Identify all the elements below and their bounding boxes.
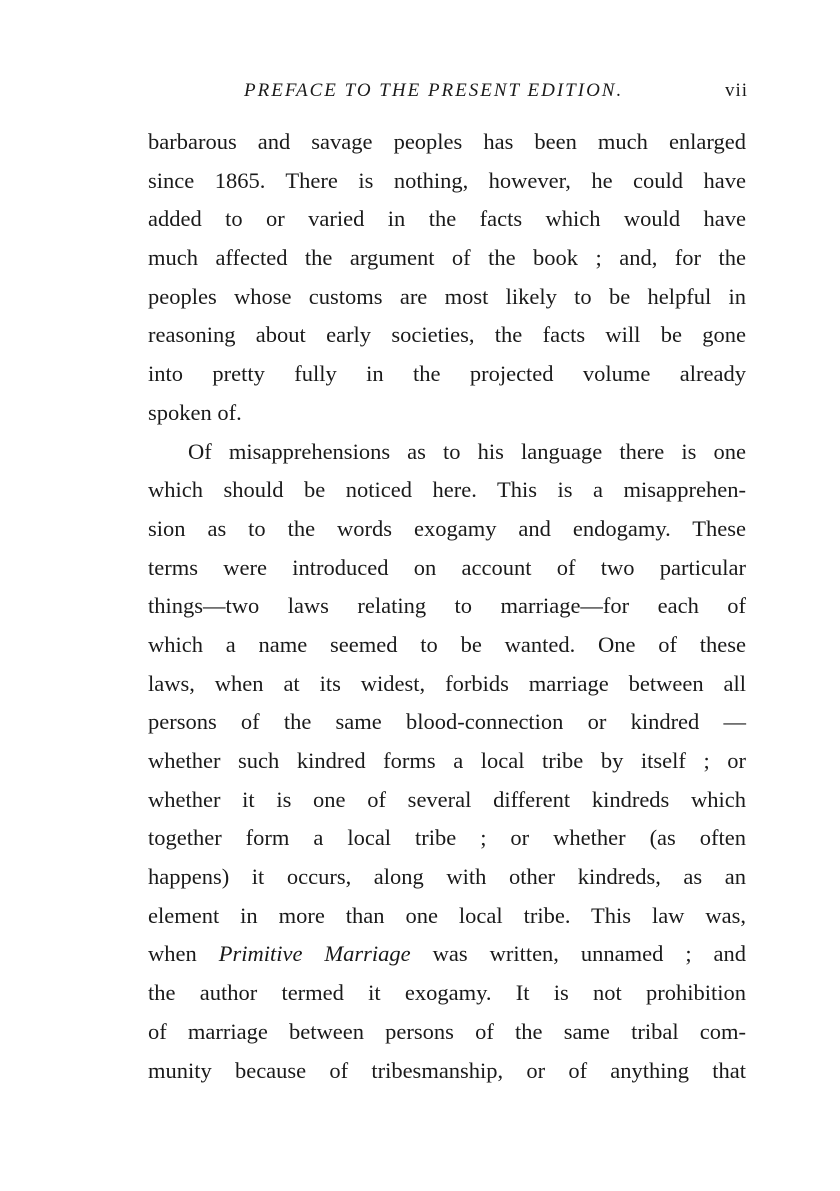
text-line: terms were introduced on account of two particular	[148, 554, 746, 580]
page-number: vii	[724, 80, 748, 101]
text-line: spoken of.	[148, 399, 242, 425]
text-line: whether it is one of several different kindreds which	[148, 786, 746, 812]
text-line: reasoning about early societies, the facts will be gone	[148, 322, 746, 348]
paragraph-first-line: Of misapprehensions as to his language there is one	[188, 438, 746, 464]
text-line: added to or varied in the facts which would have	[148, 206, 746, 232]
text-line: laws, when at its widest, forbids marriage between all	[148, 670, 746, 696]
book-title-italic: Primitive Marriage	[218, 941, 411, 967]
text-line: sion as to the words exogamy and endogamy. These	[148, 515, 746, 541]
text-line: peoples whose customs are most likely to be helpful in	[148, 283, 746, 309]
text-line: happens) it occurs, along with other kindreds, as an	[148, 864, 746, 890]
text-fragment: when	[148, 941, 197, 967]
text-line: much affected the argument of the book ; and, for the	[148, 245, 746, 271]
running-head	[148, 80, 748, 110]
text-line: munity because of tribesmanship, or of anything that	[148, 1057, 746, 1083]
text-line: barbarous and savage peoples has been much enlarged	[148, 129, 746, 154]
text-line: element in more than one local tribe. This law was,	[148, 902, 746, 928]
body-text	[148, 123, 746, 1090]
text-line: which should be noticed here. This is a misapprehen-	[148, 477, 746, 503]
text-line: things—two laws relating to marriage—for each of	[148, 593, 746, 619]
text-line: the author termed it exogamy. It is not prohibition	[148, 980, 746, 1006]
text-line: into pretty fully in the projected volume already	[148, 361, 746, 387]
text-line: whether such kindred forms a local tribe by itself ; or	[148, 748, 746, 773]
text-line: of marriage between persons of the same tribal com-	[148, 1018, 746, 1044]
running-title: PREFACE TO THE PRESENT EDITION.	[244, 80, 624, 101]
text-fragment: was written, unnamed ; and	[432, 941, 747, 967]
text-line: persons of the same blood-connection or kindred —	[148, 709, 746, 735]
text-line: together form a local tribe ; or whether (as often	[148, 825, 746, 851]
text-line: which a name seemed to be wanted. One of these	[148, 631, 746, 657]
text-line-with-title	[148, 935, 746, 974]
text-line: since 1865. There is nothing, however, he could have	[148, 167, 746, 193]
